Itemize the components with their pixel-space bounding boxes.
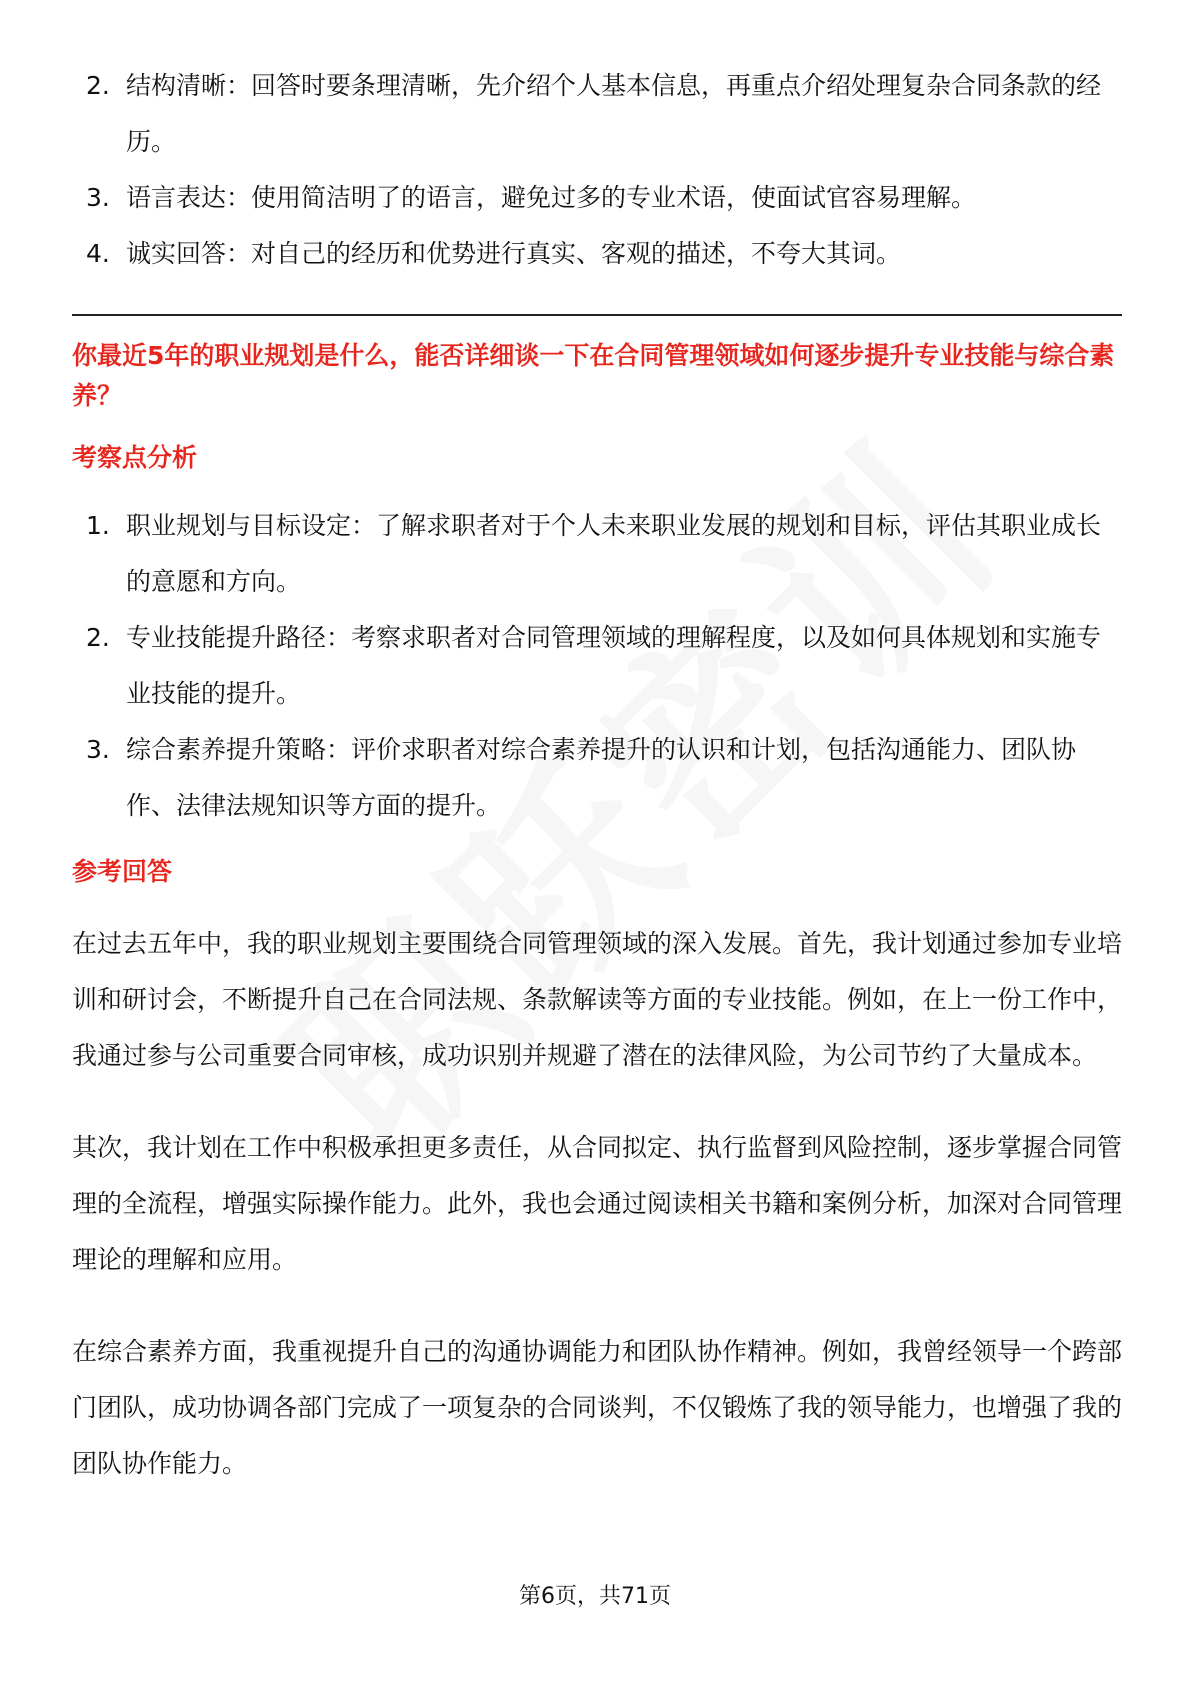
section-divider [72, 314, 1122, 316]
list-item-number: 3. [86, 183, 110, 212]
list-item-number: 4. [86, 239, 110, 268]
list-item-number: 2. [86, 71, 110, 100]
page-footer: 第6页，共71页 [519, 1584, 671, 1609]
list-item-number: 2. [86, 623, 110, 652]
list-item-number: 1. [86, 511, 110, 540]
question-title: 你最近5年的职业规划是什么，能否详细谈一下在合同管理领域如何逐步提升专业技能与综合素养？ [72, 341, 1115, 410]
list-item-text: 结构清晰：回答时要条理清晰，先介绍个人基本信息，再重点介绍处理复杂合同条款的经历。 [126, 71, 1102, 156]
answer-paragraph: 在过去五年中，我的职业规划主要围绕合同管理领域的深入发展。首先，我计划通过参加专业培训和研讨会，不断提升自己在合同法规、条款解读等方面的专业技能。例如，在上一份工作中，我通过参与公司重要合同审核，成功识别并规避了潜在的法律风险，为公司节约了大量成本。 [72, 929, 1123, 1070]
list-item-text: 综合素养提升策略：评价求职者对综合素养提升的认识和计划，包括沟通能力、团队协作、法律法规知识等方面的提升。 [126, 735, 1077, 820]
analysis-heading: 考察点分析 [72, 443, 198, 472]
answer-heading: 参考回答 [72, 857, 173, 886]
list-item [72, 170, 1122, 226]
page-content [72, 58, 1122, 1492]
list-item-text: 语言表达：使用简洁明了的语言，避免过多的专业术语，使面试官容易理解。 [126, 183, 977, 212]
list-item-number: 3. [86, 735, 110, 764]
answer-paragraph: 其次，我计划在工作中积极承担更多责任，从合同拟定、执行监督到风险控制，逐步掌握合同管理的全流程，增强实际操作能力。此外，我也会通过阅读相关书籍和案例分析，加深对合同管理理论的理解和应用。 [72, 1133, 1123, 1274]
answer-paragraph: 在综合素养方面，我重视提升自己的沟通协调能力和团队协作精神。例如，我曾经领导一个跨部门团队，成功协调各部门完成了一项复杂的合同谈判，不仅锻炼了我的领导能力，也增强了我的团队协作能力。 [72, 1337, 1123, 1478]
intro-list [72, 58, 1122, 282]
list-item [72, 226, 1122, 282]
analysis-list [72, 498, 1122, 834]
list-item-text: 诚实回答：对自己的经历和优势进行真实、客观的描述，不夸大其词。 [126, 239, 902, 268]
list-item [72, 58, 1122, 170]
list-item [72, 498, 1122, 610]
list-item [72, 610, 1122, 722]
list-item-text: 专业技能提升路径：考察求职者对合同管理领域的理解程度，以及如何具体规划和实施专业技能的提升。 [126, 623, 1102, 708]
list-item-text: 职业规划与目标设定：了解求职者对于个人未来职业发展的规划和目标，评估其职业成长的意愿和方向。 [126, 511, 1102, 596]
list-item [72, 722, 1122, 834]
